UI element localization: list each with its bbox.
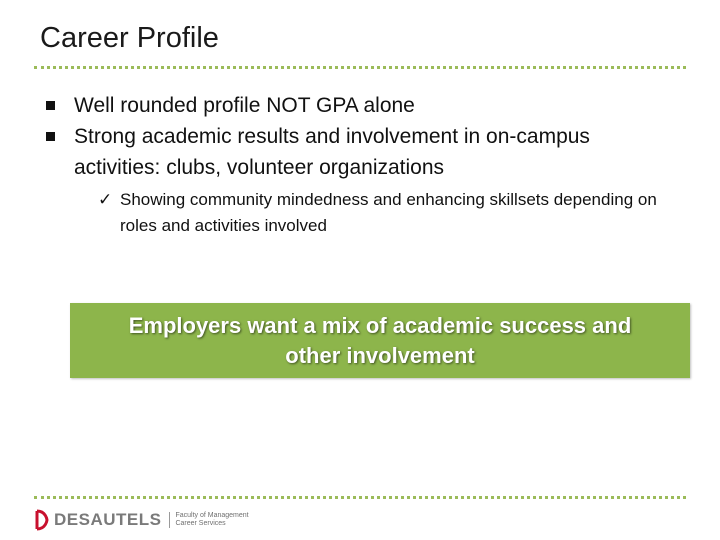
logo-subtitle <box>169 512 248 528</box>
slide-title: Career Profile <box>40 22 219 54</box>
bullet-text: Well rounded profile NOT GPA alone <box>74 94 415 117</box>
sub-bullet-text: Showing community mindedness and enhancing skillsets depending on roles and activities involved <box>120 190 657 235</box>
bottom-dotted-divider <box>34 496 686 499</box>
callout-text: Employers want a mix of academic success and other involvement <box>128 312 632 368</box>
desautels-emblem-icon <box>34 509 50 531</box>
bullet-text: Strong academic results and involvement in on-campus activities: clubs, volunteer organizations <box>74 125 590 179</box>
bullet-list <box>40 90 680 239</box>
logo-subtitle-line2: Career Services <box>175 520 226 527</box>
callout-box <box>70 303 690 378</box>
square-bullet-icon <box>46 132 55 141</box>
checkmark-icon: ✓ <box>98 190 113 209</box>
logo-subtitle-line1: Faculty of Management <box>175 512 249 519</box>
logo-wordmark: DESAUTELS <box>54 510 162 529</box>
sub-bullet-item <box>98 187 680 239</box>
desautels-logo <box>34 508 249 532</box>
bullet-item <box>40 90 680 121</box>
bullet-item <box>40 121 680 183</box>
top-dotted-divider <box>34 66 686 69</box>
square-bullet-icon <box>46 101 55 110</box>
